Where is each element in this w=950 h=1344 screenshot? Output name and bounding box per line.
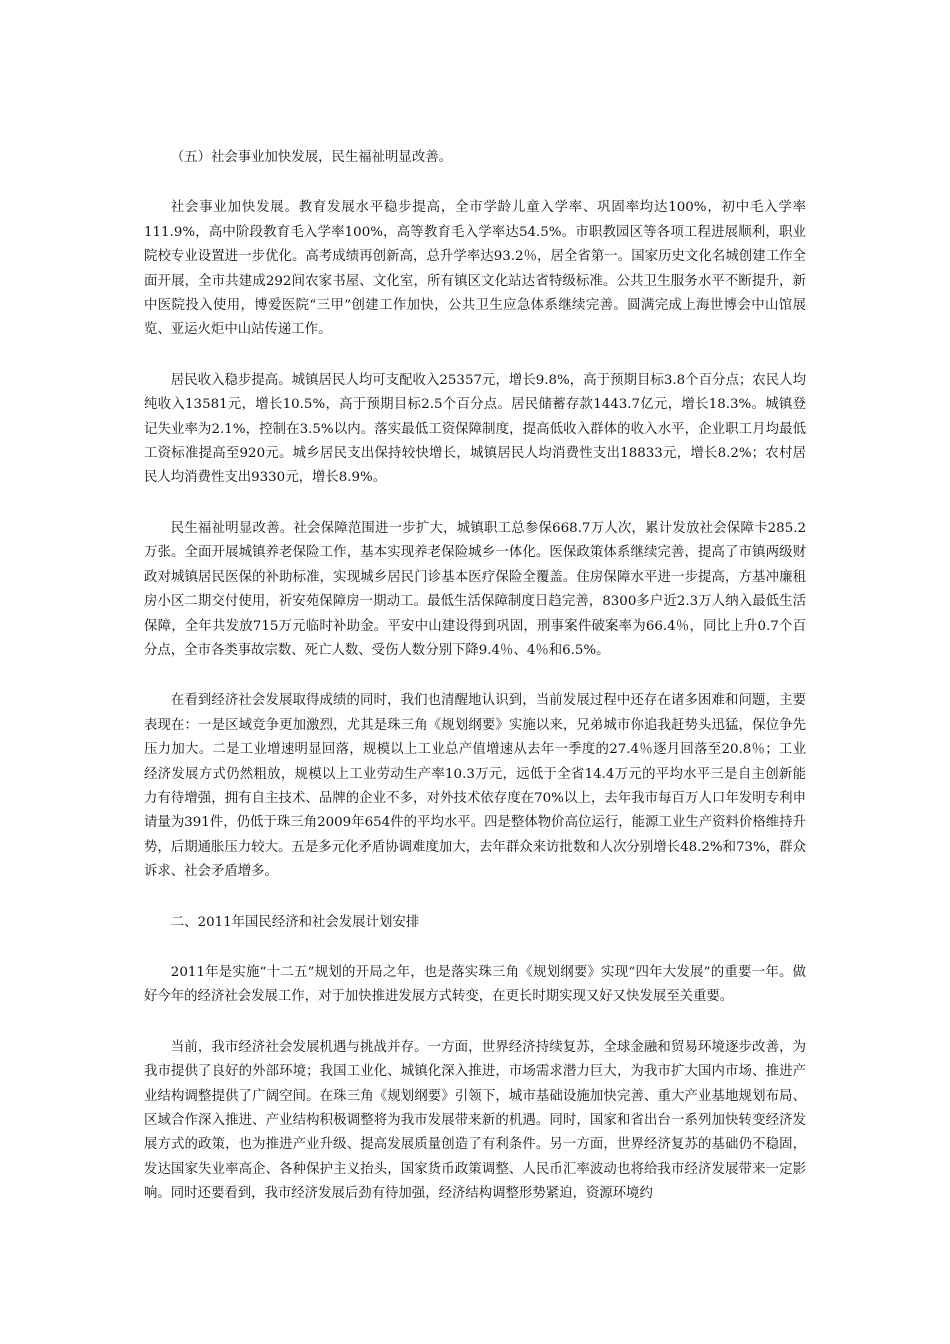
paragraph-resident-income: 居民收入稳步提高。城镇居民人均可支配收入25357元，增长9.8%，高于预期目标3.8个百分点；农民人均纯收入13581元，增长10.5%，高于预期目标2.5个百分点。居民储蓄存款1443.7亿元，增长18.3%。城镇登记失业率为2.1%，控制在3.5%以内。落实最低工资保障制度，提高低收入群体的收入水平，企业职工月均最低工资标准提高至920元。城乡居民支出保持较快增长，城镇居民人均消费性支出18833元，增长8.2%；农村居民人均消费性支出9330元，增长8.9%。 bbox=[144, 372, 806, 486]
paragraph-problems: 在看到经济社会发展取得成绩的同时，我们也清醒地认识到，当前发展过程中还存在诸多困难和问题，主要表现在：一是区域竞争更加激烈，尤其是珠三角《规划纲要》实施以来，兄弟城市你追我赶势头迅猛，保位争先压力加大。二是工业增速明显回落，规模以上工业总产值增速从去年一季度的27.4％逐月回落至20.8％；工业经济发展方式仍然粗放，规模以上工业劳动生产率10.3万元，远低于全省14.4万元的平均水平三是自主创新能力有待增强，拥有自主技术、品牌的企业不多，对外技术依存度在70%以上，去年我市每百万人口年发明专利申请量为391件，仍低于珠三角2009年654件的平均水平。四是整体物价高位运行，能源工业生产资料价格维持升势，后期通胀压力较大。五是多元化矛盾协调难度加大，去年群众来访批数和人次分别增长48.2%和73%，群众诉求、社会矛盾增多。 bbox=[144, 693, 806, 880]
section-heading: （五）社会事业加快发展，民生福祉明显改善。 bbox=[170, 150, 452, 165]
document-body bbox=[144, 146, 806, 1233]
section-heading-2011-plan: 二、2011年国民经济和社会发展计划安排 bbox=[170, 914, 420, 930]
paragraph-social-development: 社会事业加快发展。教育发展水平稳步提高，全市学龄儿童入学率、巩固率均达100%，初中毛入学率111.9%，高中阶段教育毛入学率100%，高等教育毛入学率达54.5%。市职教园区等各项工程进展顺利，职业院校专业设置进一步优化。高考成绩再创新高，总升学率达93.2％，居全省第一。国家历史文化名城创建工作全面开展，全市共建成292间农家书屋、文化室，所有镇区文化站达省特级标准。公共卫生服务水平不断提升，新中医院投入使用，博爱医院“三甲”创建工作加快，公共卫生应急体系继续完善。圆满完成上海世博会中山馆展览、亚运火炬中山站传递工作。 bbox=[144, 200, 806, 338]
paragraph-livelihood: 民生福祉明显改善。社会保障范围进一步扩大，城镇职工总参保668.7万人次，累计发放社会保障卡285.2万张。全面开展城镇养老保险工作，基本实现养老保险城乡一体化。医保政策体系继续完善，提高了市镇两级财政对城镇居民医保的补助标准，实现城乡居民门诊基本医疗保险全覆盖。住房保障水平进一步提高，方基冲廉租房小区二期交付使用，祈安苑保障房一期动工。最低生活保障制度日趋完善，8300多户近2.3万人纳入最低生活保障，全年共发放715万元临时补助金。平安中山建设得到巩固，刑事案件破案率为66.4％，同比上升0.7个百分点，全市各类事故宗数、死亡人数、受伤人数分别下降9.4％、4％和6.5%。 bbox=[144, 520, 806, 658]
paragraph-opportunities-challenges: 当前，我市经济社会发展机遇与挑战并存。一方面，世界经济持续复苏，全球金融和贸易环境逐步改善，为我市提供了良好的外部环境；我国工业化、城镇化深入推进，市场需求潜力巨大，为我市扩大国内市场、推进产业结构调整提供了广阔空间。在珠三角《规划纲要》引领下，城市基础设施加快完善、重大产业基地规划布局、区域合作深入推进、产业结构积极调整将为我市发展带来新的机遇。同时，国家和省出台一系列加快转变经济发展方式的政策，也为推进产业升级、提高发展质量创造了有利条件。另一方面，世界经济复苏的基础仍不稳固，发达国家失业率高企、各种保护主义抬头，国家货币政策调整、人民币汇率波动也将给我市经济发展带来一定影响。同时还要看到，我市经济发展后劲有待加强，经济结构调整形势紧迫，资源环境约 bbox=[144, 1039, 806, 1202]
paragraph-2011-overview: 2011年是实施“十二五”规划的开局之年，也是落实珠三角《规划纲要》实现“四年大发展”的重要一年。做好今年的经济社会发展工作，对于加快推进发展方式转变，在更长时期实现又好又快发展至关重要。 bbox=[144, 964, 806, 1005]
